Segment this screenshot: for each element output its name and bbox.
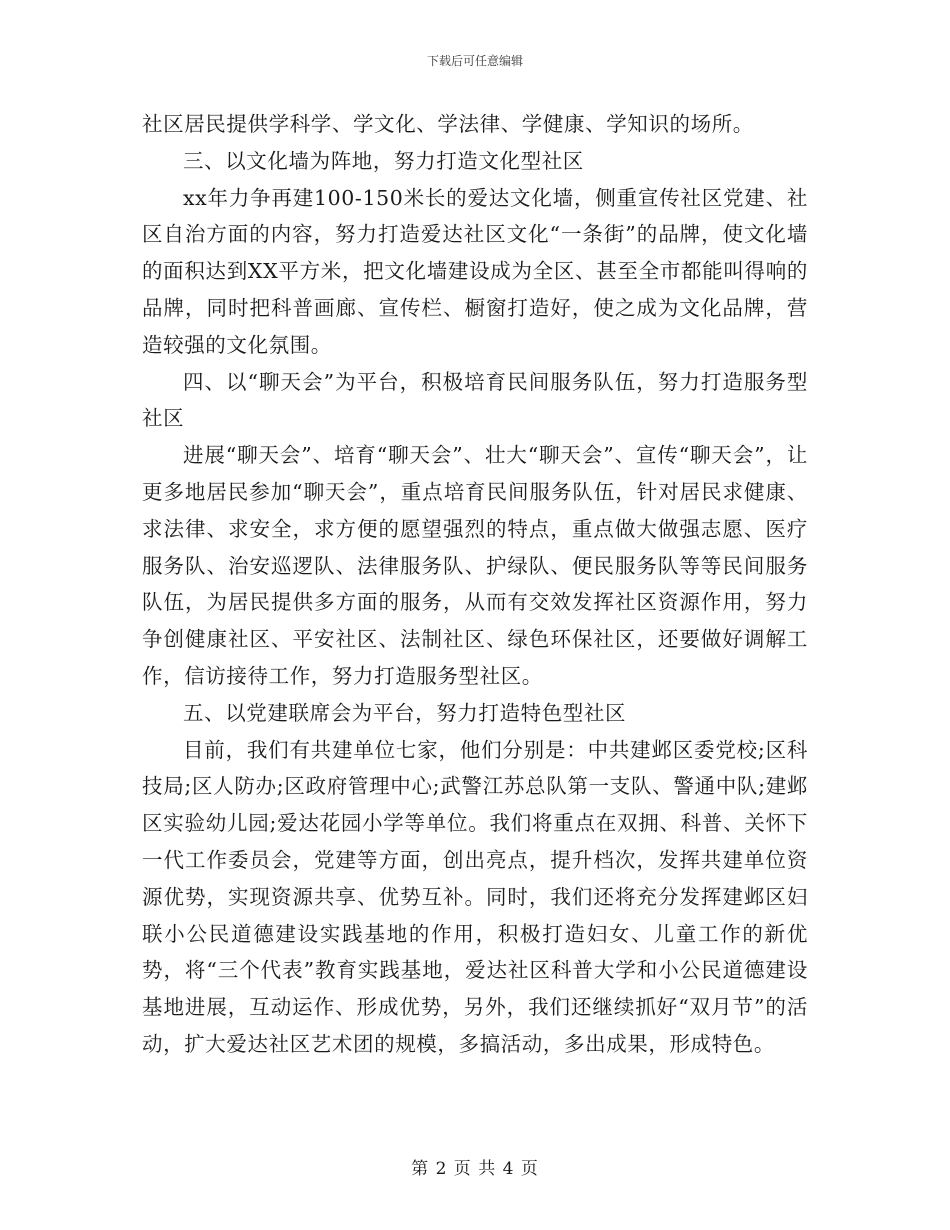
section-heading: 三、以文化墙为阵地，努力打造文化型社区 bbox=[183, 148, 584, 173]
paragraph: 目前，我们有共建单位七家，他们分别是：中共建邺区委党校;区科技局;区人防办;区政府管理中心;武警江苏总队第一支队、警通中队;建邺区实验幼儿园;爱达花园小学等单位。我们将重点在双拥、科普、关怀下一代工作委员会，党建等方面，创出亮点，提升档次，发挥共建单位资源优势，实现资源共享、优势互补。同时，我们还将充分发挥建邺区妇联小公民道德建设实践基地的作用，积极打造妇女、儿童工作的新优势，将“三个代表”教育实践基地，爱达社区科普大学和小公民道德建设基地进展，互动运作、形成优势，另外，我们还继续抓好“双月节”的活动，扩大爱达社区艺术团的规模，多搞活动，多出成果，形成特色。 bbox=[142, 737, 808, 1056]
section-heading: 五、以党建联席会为平台，努力打造特色型社区 bbox=[183, 700, 627, 725]
paragraph: xx年力争再建100-150米长的爱达文化墙，侧重宣传社区党建、社区自治方面的内容，努力打造爱达社区文化“一条街”的品牌，使文化墙的面积达到XX平方米，把文化墙建设成为全区、甚至全市都能叫得响的品牌，同时把科普画廊、宣传栏、橱窗打造好，使之成为文化品牌，营造较强的文化氛围。 bbox=[142, 185, 808, 357]
paragraph: 进展“聊天会”、培育“聊天会”、壮大“聊天会”、宣传“聊天会”，让更多地居民参加“聊天会”，重点培育民间服务队伍，针对居民求健康、求法律、求安全，求方便的愿望强烈的特点，重点做大做强志愿、医疗服务队、治安巡逻队、法律服务队、护绿队、便民服务队等等民间服务队伍，为居民提供多方面的服务，从而有交效发挥社区资源作用，努力争创健康社区、平安社区、法制社区、绿色环保社区，还要做好调解工作，信访接待工作，努力打造服务型社区。 bbox=[142, 443, 808, 688]
document-body bbox=[142, 106, 808, 1063]
page-header: 下载后可任意编辑 bbox=[426, 54, 523, 68]
paragraph: 社区居民提供学科学、学文化、学法律、学健康、学知识的场所。 bbox=[142, 112, 754, 136]
section-heading: 四、以“聊天会”为平台，积极培育民间服务队伍，努力打造服务型社区 bbox=[142, 369, 808, 431]
page-number-footer: 第 2 页 共 4 页 bbox=[411, 1159, 539, 1179]
